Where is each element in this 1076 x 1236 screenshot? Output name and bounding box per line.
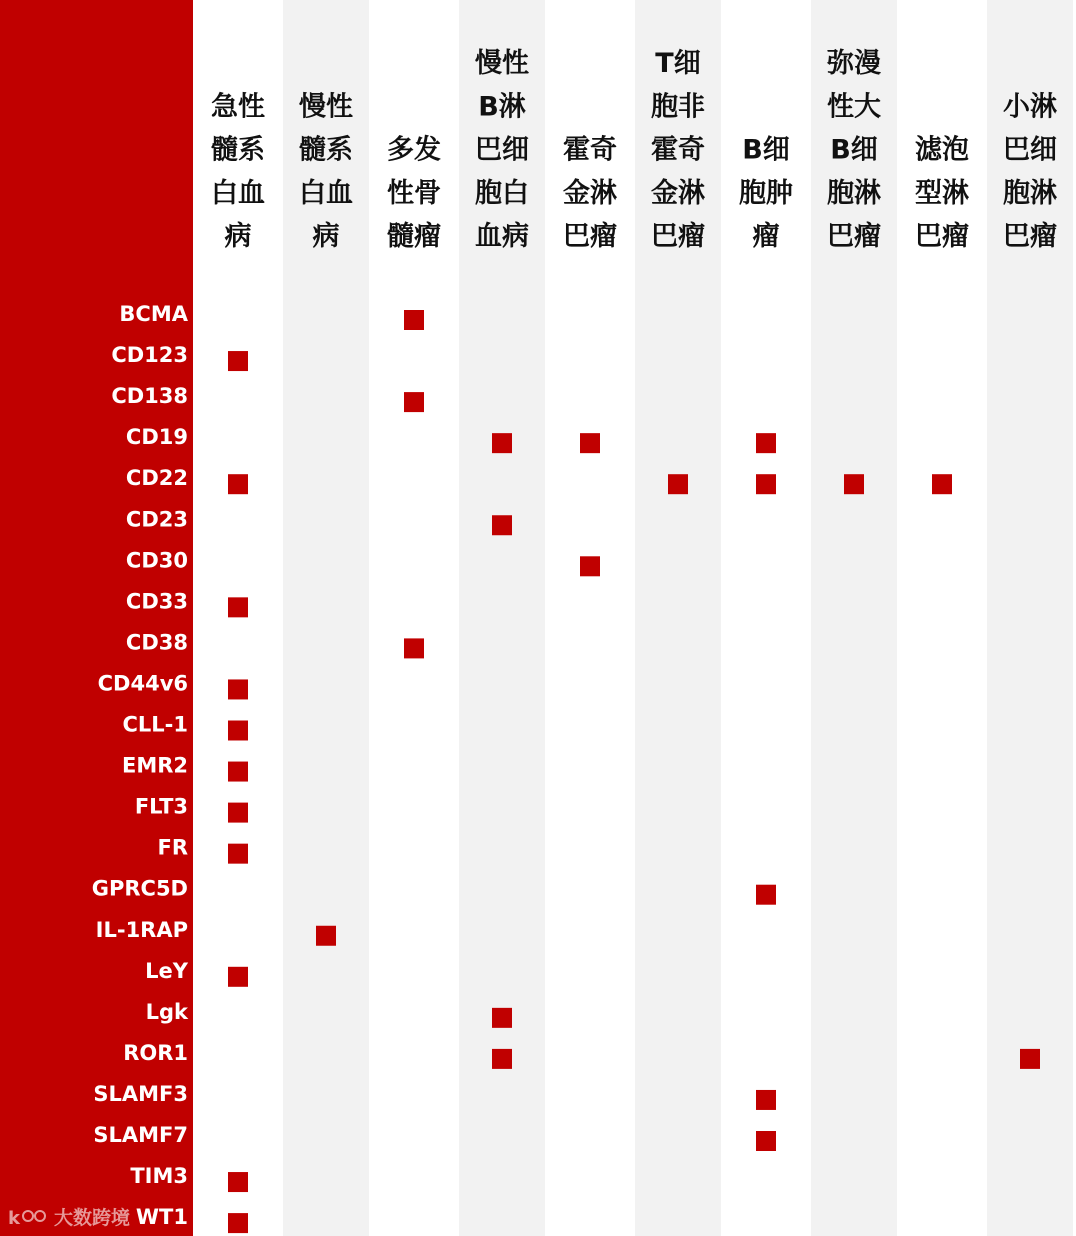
row-label: FLT3 <box>134 794 188 819</box>
row-label: IL-1RAP <box>95 917 188 942</box>
matrix-marker <box>228 762 248 782</box>
row-label: CD44v6 <box>97 671 188 696</box>
row-label: BCMA <box>119 302 188 326</box>
column-header-line: B淋 <box>478 91 526 123</box>
matrix-marker <box>1020 1049 1040 1069</box>
matrix-marker <box>756 474 776 494</box>
column-header-line: 巴细 <box>475 134 529 166</box>
row-label: CD33 <box>125 589 188 614</box>
row-label: CLL-1 <box>122 712 188 737</box>
column-header-line: 慢性 <box>299 91 353 123</box>
row-label: CD138 <box>111 384 188 409</box>
row-label: Lgk <box>145 999 188 1024</box>
column-header-line: 多发 <box>387 134 441 166</box>
column-header-line: 瘤 <box>752 221 780 252</box>
matrix-marker <box>228 1213 248 1233</box>
matrix-marker <box>404 310 424 330</box>
column-header-line: 性骨 <box>387 177 441 209</box>
matrix-marker <box>228 1172 248 1192</box>
matrix-marker <box>580 556 600 576</box>
matrix-marker <box>316 926 336 946</box>
column-header-line: 胞淋 <box>1003 177 1057 209</box>
matrix-marker <box>492 1008 512 1028</box>
matrix-marker <box>228 351 248 371</box>
row-label: CD38 <box>125 630 188 655</box>
matrix-marker <box>932 474 952 494</box>
column-header-line: 金淋 <box>563 177 617 209</box>
column-header-line: 巴细 <box>1003 134 1057 166</box>
column-header-line: 胞非 <box>651 91 705 123</box>
column-header-line: 巴瘤 <box>827 221 881 252</box>
matrix-marker <box>228 474 248 494</box>
column-header-line: 血病 <box>475 221 529 252</box>
row-label: CD19 <box>125 425 188 450</box>
column-header-line: 性大 <box>827 91 881 123</box>
matrix-marker <box>844 474 864 494</box>
column-header-line: 滤泡 <box>915 134 969 166</box>
matrix-marker <box>756 1131 776 1151</box>
column-header-line: 胞肿 <box>739 177 793 209</box>
column-header-line: 胞淋 <box>827 177 881 209</box>
row-label: CD123 <box>111 343 188 368</box>
column-header-line: 急性 <box>211 91 265 123</box>
column-header-line: 慢性 <box>475 48 529 80</box>
column-header-line: 髓系 <box>211 134 265 166</box>
matrix-marker <box>228 597 248 617</box>
matrix-marker <box>228 721 248 741</box>
matrix-marker <box>228 803 248 823</box>
column-header-line: 巴瘤 <box>563 221 617 252</box>
column-header-line: 型淋 <box>915 177 969 209</box>
column-header-line: T细 <box>655 48 701 80</box>
column-header-line: 病 <box>312 221 340 252</box>
row-label: ROR1 <box>123 1040 188 1065</box>
column-header-line: 胞白 <box>475 177 529 209</box>
matrix-marker <box>756 885 776 905</box>
column-header-line: 金淋 <box>651 177 705 209</box>
row-label: GPRC5D <box>91 876 188 901</box>
matrix-marker <box>668 474 688 494</box>
row-label: SLAMF3 <box>93 1081 188 1106</box>
column-header-line: B细 <box>742 134 790 166</box>
column-header-line: 巴瘤 <box>651 221 705 252</box>
row-label: WT1 <box>135 1205 188 1230</box>
column-header-line: 髓系 <box>299 134 353 166</box>
column-header-line: 巴瘤 <box>1003 221 1057 252</box>
matrix-marker <box>404 638 424 658</box>
column-header-line: 弥漫 <box>827 48 881 80</box>
matrix-marker <box>756 433 776 453</box>
row-label: CD23 <box>125 507 188 532</box>
watermark-text: 大数跨境 <box>54 1207 131 1229</box>
matrix-marker <box>492 515 512 535</box>
row-label: FR <box>157 835 188 860</box>
row-label: SLAMF7 <box>93 1123 188 1147</box>
matrix-marker <box>404 392 424 412</box>
matrix-marker <box>492 433 512 453</box>
column-header-line: 小淋 <box>1003 91 1057 123</box>
column-header-line: 髓瘤 <box>387 221 441 252</box>
column-header-line: 病 <box>224 221 252 252</box>
row-label: TIM3 <box>130 1164 188 1189</box>
svg-text:k: k <box>8 1207 20 1228</box>
column-header-line: 霍奇 <box>651 134 705 166</box>
column-header-line: B细 <box>830 134 878 166</box>
row-label: EMR2 <box>121 753 188 778</box>
matrix-marker <box>228 844 248 864</box>
matrix-marker <box>228 679 248 699</box>
column-header-line: 白血 <box>211 177 265 209</box>
row-label: CD30 <box>125 548 188 573</box>
matrix-marker <box>492 1049 512 1069</box>
matrix-marker <box>756 1090 776 1110</box>
row-label: LeY <box>145 958 188 983</box>
column-header-line: 巴瘤 <box>915 221 969 252</box>
matrix-marker <box>580 433 600 453</box>
column-header-line: 霍奇 <box>563 134 617 166</box>
column-header-line: 白血 <box>299 177 353 209</box>
matrix-marker <box>228 967 248 987</box>
row-label: CD22 <box>125 466 188 491</box>
